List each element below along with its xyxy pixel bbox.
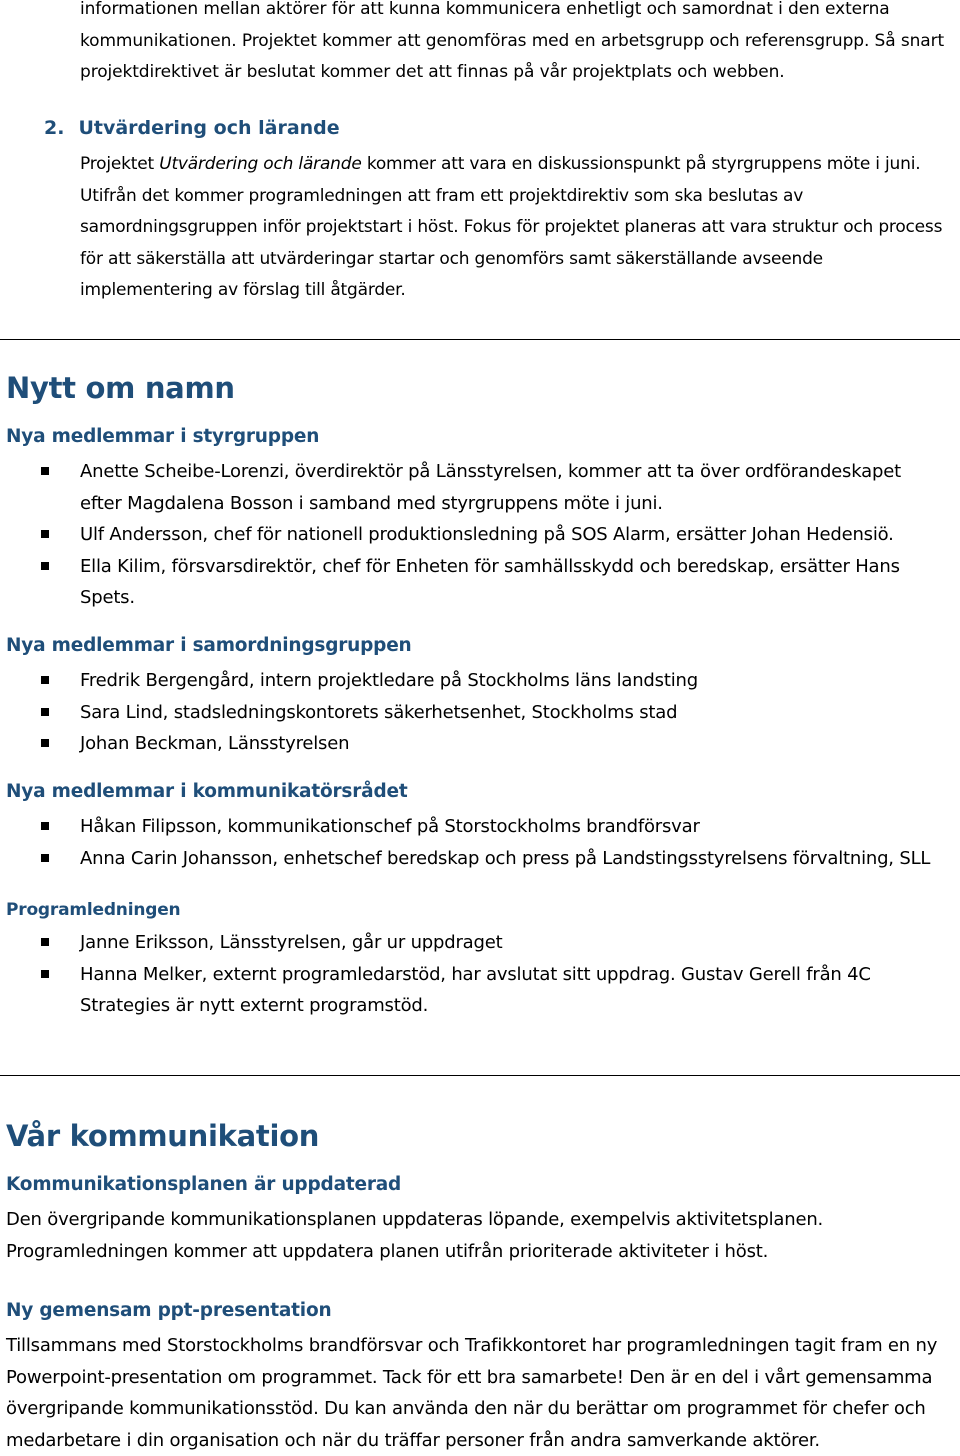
list-samordningsgruppen bbox=[0, 665, 960, 760]
section-text-italic: Utvärdering och lärande bbox=[159, 154, 362, 174]
list-item bbox=[0, 728, 940, 760]
list-styrgruppen bbox=[0, 456, 960, 614]
subheading-ppt: Ny gemensam ppt-presentation bbox=[6, 1300, 332, 1321]
bullet-icon bbox=[41, 854, 49, 862]
list-item-text: Johan Beckman, Länsstyrelsen bbox=[80, 733, 350, 754]
subheading-programledningen: Programledningen bbox=[6, 900, 181, 920]
list-item-text: Håkan Filipsson, kommunikationschef på Storstockholms brandförsvar bbox=[80, 816, 700, 837]
section-heading bbox=[44, 117, 340, 139]
list-kommunikatorsradet bbox=[0, 811, 960, 874]
list-item bbox=[0, 665, 940, 697]
divider bbox=[0, 339, 960, 340]
section-text-start: Projektet bbox=[80, 154, 160, 174]
bullet-icon bbox=[41, 708, 49, 716]
divider bbox=[0, 1075, 960, 1076]
list-item-text: Ella Kilim, försvarsdirektör, chef för Enheten för samhällsskydd och beredskap, ersätter Hans Spets. bbox=[80, 555, 900, 608]
list-item-text: Janne Eriksson, Länsstyrelsen, går ur uppdraget bbox=[80, 932, 503, 953]
list-item bbox=[0, 456, 940, 519]
list-item-text: Anna Carin Johansson, enhetschef beredskap och press på Landstingsstyrelsens förvaltning, SLL bbox=[80, 847, 931, 869]
paragraph-kommunikationsplanen: Den övergripande kommunikationsplanen uppdateras löpande, exempelvis aktivitetsplanen. Programledningen kommer att uppdatera planen utifrån prioriterade aktiviteter i höst. bbox=[6, 1209, 824, 1262]
page-heading-var-kommunikation: Vår kommunikation bbox=[6, 1119, 320, 1153]
section-number: 2. bbox=[44, 117, 65, 139]
bullet-icon bbox=[41, 970, 49, 978]
intro-paragraph: informationen mellan aktörer för att kunna kommunicera enhetligt och samordnat i den externa kommunikationen. Projektet kommer att genomföras med en arbetsgrupp och referensgrupp. Så snart projektdirektivet är beslutat kommer det att finnas på vår projektplats och webben. bbox=[80, 0, 945, 82]
list-item-text: Ulf Andersson, chef för nationell produktionsledning på SOS Alarm, ersätter Johan Hedensiö. bbox=[80, 524, 894, 545]
bullet-icon bbox=[41, 562, 49, 570]
subheading-samordningsgruppen: Nya medlemmar i samordningsgruppen bbox=[6, 635, 412, 656]
list-programledningen bbox=[0, 927, 960, 1022]
bullet-icon bbox=[41, 938, 49, 946]
list-item bbox=[0, 551, 940, 614]
bullet-icon bbox=[41, 739, 49, 747]
list-item bbox=[0, 811, 940, 843]
bullet-icon bbox=[41, 530, 49, 538]
bullet-icon bbox=[41, 467, 49, 475]
list-item bbox=[0, 927, 940, 959]
bullet-icon bbox=[41, 822, 49, 830]
list-item bbox=[0, 959, 940, 1022]
list-item bbox=[0, 697, 940, 729]
list-item-text: Hanna Melker, externt programledarstöd, har avslutat sitt uppdrag. Gustav Gerell från 4C Strategies är nytt externt programstöd. bbox=[80, 963, 871, 1016]
page-heading-nytt-om-namn: Nytt om namn bbox=[6, 371, 235, 405]
subheading-kommunikatorsradet: Nya medlemmar i kommunikatörsrådet bbox=[6, 781, 408, 802]
bullet-icon bbox=[41, 676, 49, 684]
section-title: Utvärdering och lärande bbox=[78, 117, 340, 139]
section-text-end: kommer att vara en diskussionspunkt på styrgruppens möte i juni. Utifrån det kommer programledningen att fram ett projektdirektiv som ska beslutas av samordningsgruppen inför projektstart i höst. Fokus för projektet planeras att vara struktur och process för att säkerställa att utvärderingar startar och genomförs samt säkerställande avseende implementering av förslag till åtgärder. bbox=[80, 154, 943, 300]
list-item-text: Sara Lind, stadsledningskontorets säkerhetsenhet, Stockholms stad bbox=[80, 701, 678, 723]
subheading-styrgruppen: Nya medlemmar i styrgruppen bbox=[6, 426, 320, 447]
section-paragraph bbox=[80, 149, 950, 307]
list-item-text: Anette Scheibe-Lorenzi, överdirektör på Länsstyrelsen, kommer att ta över ordförandeskapet efter Magdalena Bosson i samband med styrgruppens möte i juni. bbox=[80, 461, 901, 514]
paragraph-ppt: Tillsammans med Storstockholms brandförsvar och Trafikkontoret har programledningen tagit fram en ny Powerpoint-presentation om programmet. Tack för ett bra samarbete! Den är en del i vårt gemensamma övergripande kommunikationsstöd. Du kan använda den när du berättar om programmet för chefer och medarbetare i din organisation och när du träffar personer från andra samverkande aktörer. bbox=[6, 1335, 938, 1451]
subheading-kommunikationsplanen: Kommunikationsplanen är uppdaterad bbox=[6, 1174, 402, 1195]
list-item bbox=[0, 843, 940, 875]
list-item bbox=[0, 519, 940, 551]
list-item-text: Fredrik Bergengård, intern projektledare på Stockholms läns landsting bbox=[80, 670, 698, 691]
